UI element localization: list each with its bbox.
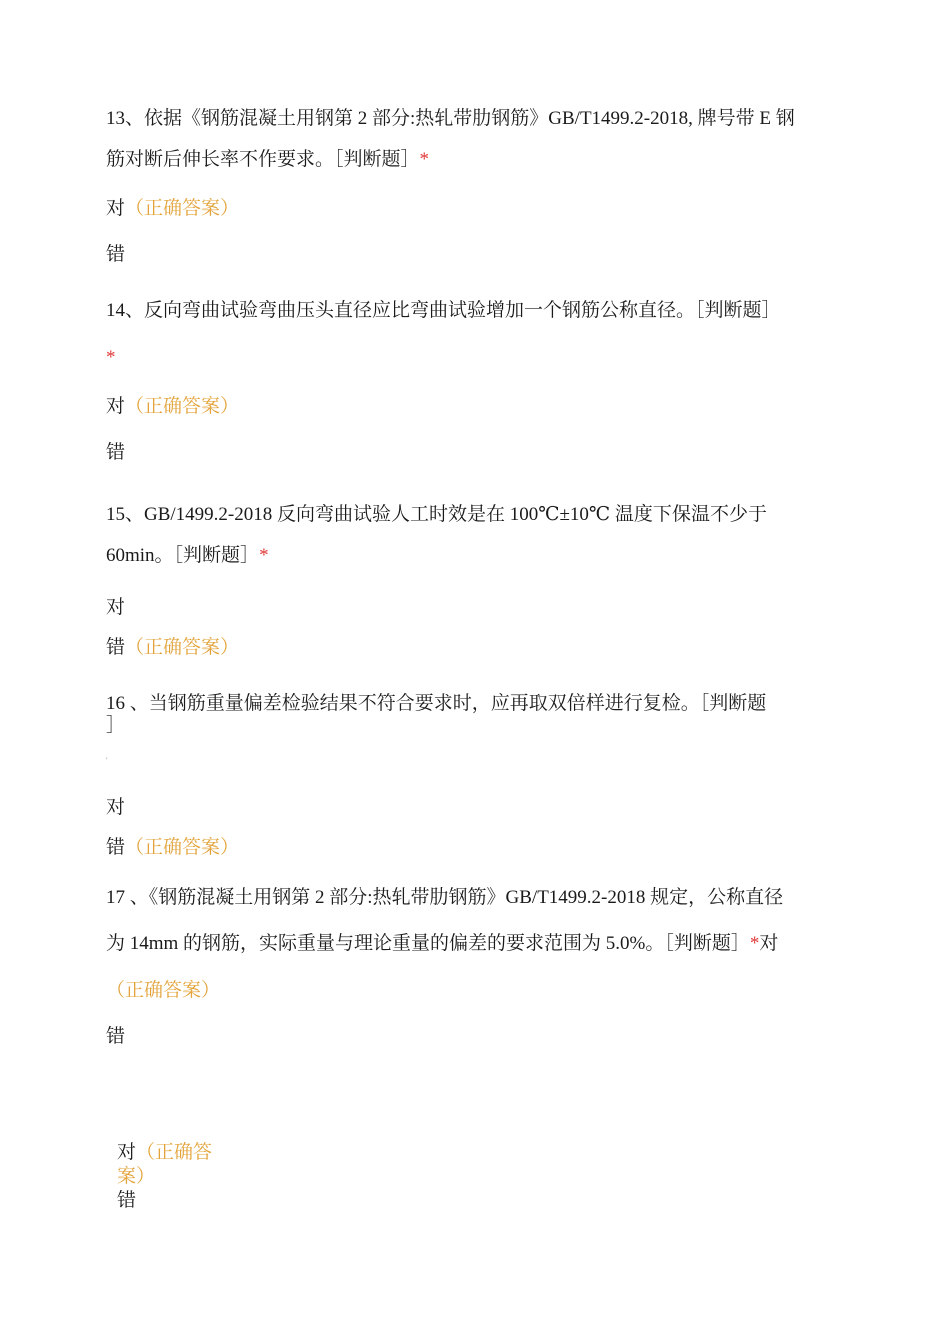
q16-text-line1: 16 、当钢筋重量偏差检验结果不符合要求时，应再取双倍样进行复检。［判断题 <box>106 693 767 714</box>
q15-option-false[interactable] <box>106 636 239 660</box>
q13-text-line1: 13、依据《钢筋混凝土用钢第 2 部分:热轧带肋钢筋》GB/T1499.2-2018, 牌号带 E 钢 <box>106 108 795 129</box>
q15-text-line1: 15、GB/1499.2-2018 反向弯曲试验人工时效是在 100℃±10℃ 温度下保温不少于 <box>106 504 767 525</box>
q16-correct-answer-tag: （正确答案） <box>125 837 240 858</box>
q17-option-true-label: 对 <box>759 933 779 954</box>
q17-option-true[interactable] <box>759 933 778 954</box>
q17-text-line1: 17 、《钢筋混凝土用钢第 2 部分:热轧带肋钢筋》GB/T1499.2-2018 规定，公称直径 <box>106 887 784 908</box>
extra-option-true[interactable] <box>117 1141 212 1165</box>
q17-correct-answer-tag: （正确答案） <box>106 980 221 1001</box>
extra-correct-answer-part2: 案） <box>117 1166 156 1187</box>
q13-option-false[interactable] <box>106 243 125 267</box>
q15-required-mark: * <box>259 545 269 566</box>
q13-text-line2-content: 筋对断后伸长率不作要求。［判断题］ <box>106 149 420 170</box>
q15-option-true[interactable] <box>106 596 125 620</box>
q14-text-line1: 14、反向弯曲试验弯曲压头直径应比弯曲试验增加一个钢筋公称直径。［判断题］ <box>106 300 781 321</box>
q17-required-mark: * <box>749 933 760 954</box>
q16-stray-mark: ' <box>106 756 108 765</box>
q13-correct-answer-tag: （正确答案） <box>125 198 240 219</box>
q16-option-true[interactable] <box>106 796 125 820</box>
q13-option-false-label: 错 <box>106 244 126 265</box>
q16-text-line2: ］ <box>106 715 126 736</box>
q14-option-false[interactable] <box>106 441 125 465</box>
q13-text-line2 <box>106 148 429 172</box>
extra-correct-answer-part1: （正确答 <box>136 1142 213 1163</box>
q15-correct-answer-tag: （正确答案） <box>125 637 240 658</box>
q17-text-line2 <box>106 932 778 956</box>
q15-text-line2-content: 60min。［判断题］ <box>106 545 260 566</box>
q13-required-mark: * <box>419 149 430 170</box>
q17-option-false[interactable] <box>106 1025 125 1049</box>
extra-option-false-label: 错 <box>117 1190 137 1211</box>
q15-option-true-label: 对 <box>106 597 126 618</box>
q13-option-true-label: 对 <box>106 198 126 219</box>
extra-option-false[interactable] <box>117 1189 136 1213</box>
q14-correct-answer-tag: （正确答案） <box>125 396 240 417</box>
extra-option-true-label: 对 <box>117 1142 137 1163</box>
q14-option-true[interactable] <box>106 395 239 419</box>
q15-option-false-label: 错 <box>106 637 126 658</box>
q14-option-true-label: 对 <box>106 396 126 417</box>
q17-option-false-label: 错 <box>106 1026 126 1047</box>
q14-required-mark: * <box>106 347 116 368</box>
q14-option-false-label: 错 <box>106 442 126 463</box>
q13-option-true[interactable] <box>106 197 239 221</box>
q16-option-false[interactable] <box>106 836 239 860</box>
q16-option-false-label: 错 <box>106 837 126 858</box>
q15-text-line2 <box>106 544 269 568</box>
q17-text-line2-content: 为 14mm 的钢筋，实际重量与理论重量的偏差的要求范围为 5.0%。［判断题］ <box>106 933 750 954</box>
q16-option-true-label: 对 <box>106 797 126 818</box>
